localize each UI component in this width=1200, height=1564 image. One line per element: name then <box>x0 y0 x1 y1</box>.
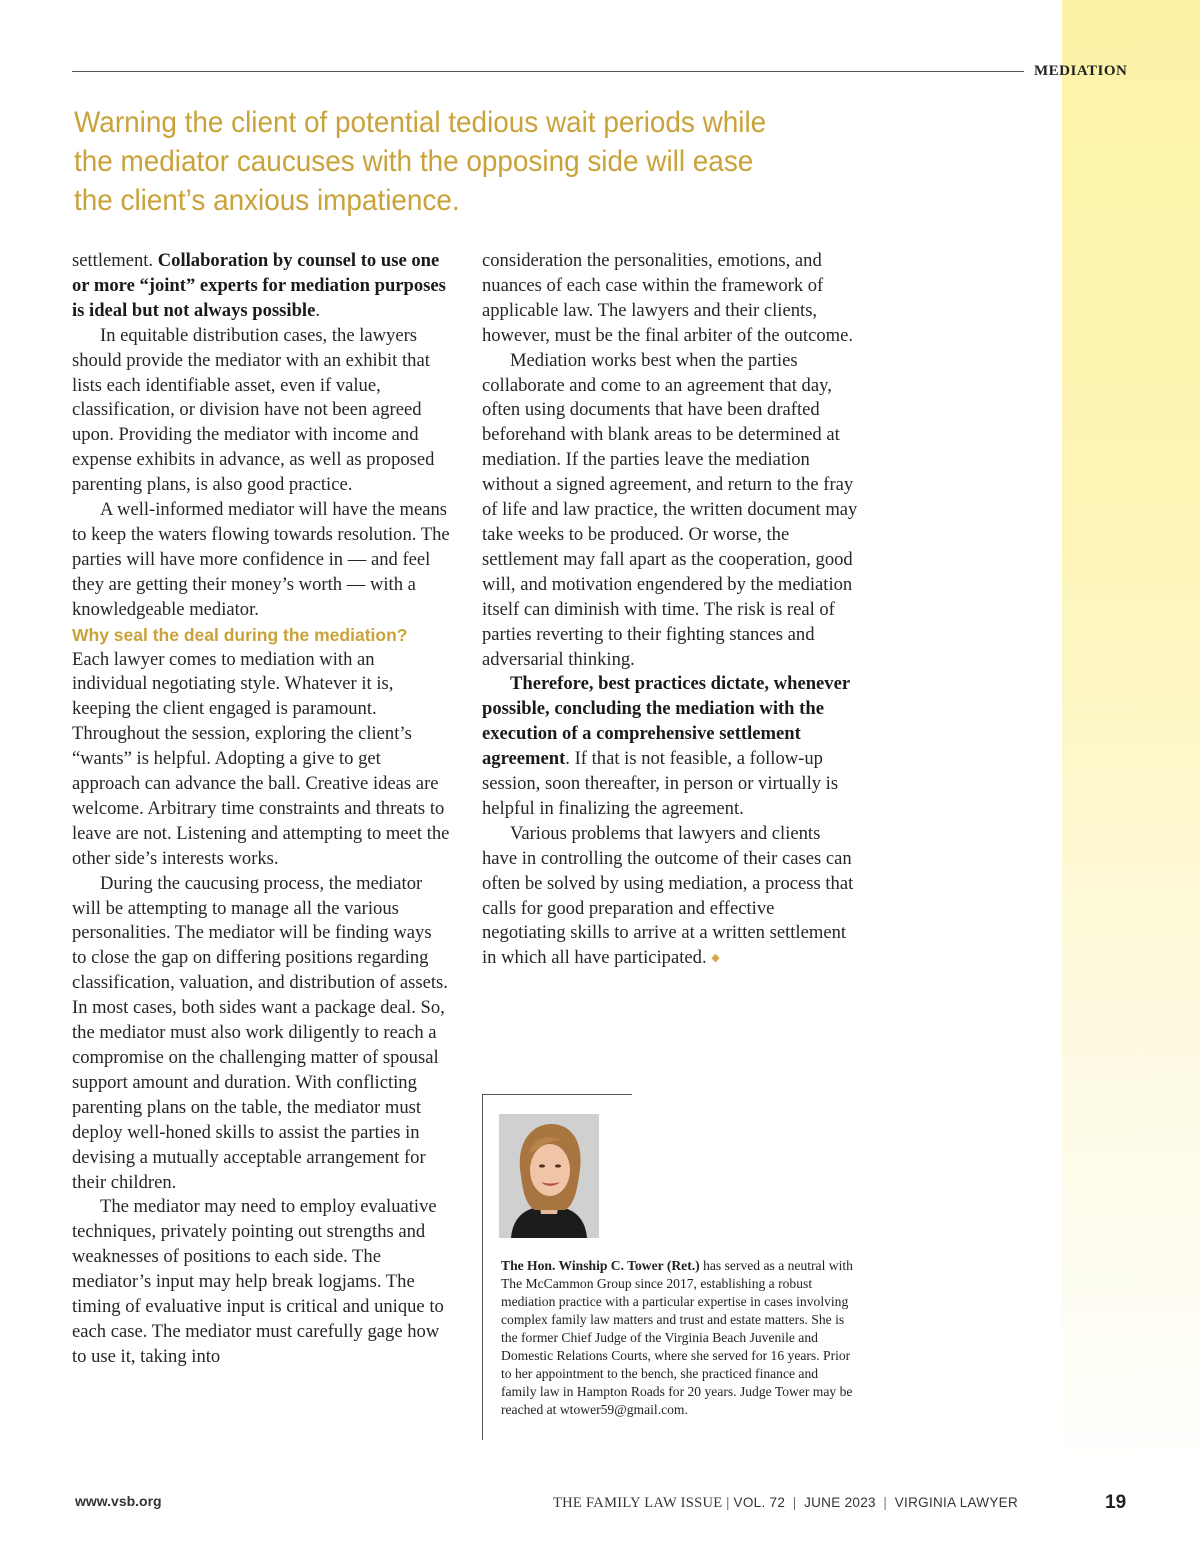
paragraph-text: Various problems that lawyers and clients have in controlling the outcome of their cases can often be solved by using mediation, a process that calls for good preparation and effective negotiating skills to arrive at a written settlement in which all have participated. <box>482 822 854 969</box>
separator: | <box>785 1495 805 1511</box>
paragraph: Mediation works best when the parties collaborate and come to an agreement that day, often using documents that have been drafted beforehand with blank areas to be determined at mediation. If the parties leave the mediation without a signed agreement, and return to the fray of life and law practice, the written document may take weeks to be produced. Or worse, the settlement may fall apart as the cooperation, good will, and motivation engendered by the mediation itself can diminish with time. The risk is real of parties reverting to their fighting stances and adversarial thinking. <box>482 349 858 670</box>
paragraph <box>482 672 860 821</box>
separator: | <box>722 1495 734 1511</box>
paragraph-text: . If that is not feasible, a follow-up session, soon thereafter, in person or virtually is helpful in finalizing the agreement. <box>482 748 839 819</box>
volume: VOL. 72 <box>733 1495 786 1510</box>
header-rule <box>72 71 1024 72</box>
author-bio-box <box>482 1094 854 1440</box>
page-number: 19 <box>1105 1492 1127 1513</box>
publication-name: VIRGINIA LAWYER <box>894 1495 1019 1510</box>
portrait-illustration <box>499 1114 599 1238</box>
footer-url[interactable]: www.vsb.org <box>75 1493 162 1509</box>
section-label: MEDIATION <box>1034 63 1128 79</box>
author-bio <box>501 1257 856 1419</box>
paragraph: In equitable distribution cases, the lawyers should provide the mediator with an exhibit that lists each identifiable asset, even if value, classification, or division have not been agreed upon. Providing the mediator with income and expense exhibits in advance, as well as proposed parenting plans, is also good practice. <box>72 324 435 496</box>
pull-quote: Warning the client of potential tedious wait periods while the mediator caucuses with the opposing side will ease the client’s anxious impatience. <box>74 106 767 217</box>
bold-text: Therefore, best practices dictate, whenever possible, concluding the mediation with the execution of a comprehensive settlement agreement <box>482 673 850 770</box>
footer-info <box>553 1495 1018 1512</box>
author-portrait <box>499 1114 599 1238</box>
paragraph: During the caucusing process, the mediator will be attempting to manage all the various personalities. The mediator will be finding ways to close the gap on differing positions regarding classification, valuation, and distribution of assets. In most cases, both sides want a package deal. So, the mediator must also work diligently to reach a compromise on the challenging matter of spousal support amount and duration. With conflicting parenting plans on the table, the mediator must deploy well-honed skills to assist the parties in devising a mutually acceptable arrangement for their children. <box>72 872 448 1193</box>
right-column <box>482 249 860 971</box>
separator: | <box>875 1495 895 1511</box>
paragraph-text: . <box>315 299 320 321</box>
left-column <box>72 249 450 1370</box>
issue-date: JUNE 2023 <box>804 1495 876 1510</box>
bio-border-left <box>482 1094 483 1440</box>
paragraph <box>72 249 450 324</box>
paragraph: consideration the personalities, emotions, and nuances of each case within the framework of applicable law. The lawyers and their clients, however, must be the final arbiter of the outcome. <box>482 250 854 346</box>
end-diamond-icon: ◆ <box>711 952 720 965</box>
paragraph: A well-informed mediator will have the means to keep the waters flowing towards resolution. The parties will have more confidence in — and feel they are getting their money’s worth — with a knowledgeable mediator. <box>72 499 450 620</box>
paragraph-text: settlement. <box>72 250 158 271</box>
paragraph: The mediator may need to employ evaluative techniques, privately pointing out strengths and weaknesses of positions to each side. The mediator’s input may help break logjams. The timing of evaluative input is critical and unique to each case. The mediator must carefully gage how to use it, taking into <box>72 1196 444 1367</box>
section-subhead: Why seal the deal during the mediation? <box>72 624 408 645</box>
issue-title: THE FAMILY LAW ISSUE <box>553 1495 723 1511</box>
page-edge-band <box>1062 0 1200 1564</box>
bio-border-top <box>482 1094 632 1095</box>
author-name: The Hon. Winship C. Tower (Ret.) <box>501 1258 700 1273</box>
paragraph <box>482 822 860 971</box>
bold-text: Collaboration by counsel to use one or more “joint” experts for mediation purposes is ideal but not always possible <box>72 250 446 321</box>
paragraph: Each lawyer comes to mediation with an individual negotiating style. Whatever it is, keeping the client engaged is paramount. Throughout the session, exploring the client’s “wants” is helpful. Adopting a give to get approach can advance the ball. Creative ideas are welcome. Arbitrary time constraints and threats to leave are not. Listening and attempting to meet the other side’s interests works. <box>72 648 450 869</box>
author-bio-text: has served as a neutral with The McCammon Group since 2017, establishing a robust mediation practice with a particular expertise in cases involving complex family law matters and trust and estate matters. She is the former Chief Judge of the Virginia Beach Juvenile and Domestic Relations Courts, where she served for 16 years. Prior to her appointment to the bench, she practiced finance and family law in Hampton Roads for 20 years. Judge Tower may be reached at wtower59@gmail.com. <box>501 1258 853 1417</box>
